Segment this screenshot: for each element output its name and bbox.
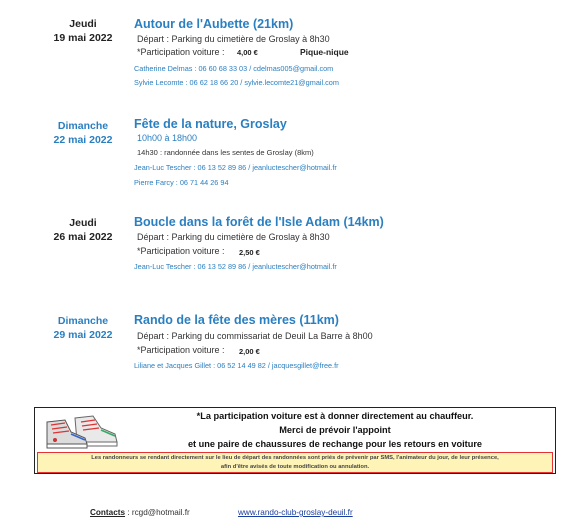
event-participation: *Participation voiture : (137, 246, 225, 256)
event-date: 26 mai 2022 (53, 231, 113, 243)
event-contact: Sylvie Lecomte : 06 62 18 66 20 / sylvie.lecomte21@gmail.com (134, 78, 339, 87)
event-date: 22 mai 2022 (53, 134, 113, 146)
warning-band (37, 452, 553, 473)
event-title: Autour de l'Aubette (21km) (134, 17, 294, 31)
notice-text (125, 409, 545, 451)
notice-line: Merci de prévoir l'appoint (279, 425, 391, 435)
warning-line: afin d'être avisés de toute modification ou annulation. (220, 464, 370, 470)
footer-website (238, 508, 353, 517)
event-contact: Pierre Farcy : 06 71 44 26 94 (134, 178, 229, 187)
event-participation: *Participation voiture : (137, 47, 225, 57)
event-time: 10h00 à 18h00 (137, 133, 198, 143)
event-price: 4,00 € (237, 48, 258, 57)
event-title: Rando de la fête des mères (11km) (134, 313, 339, 327)
event-date: 19 mai 2022 (53, 32, 113, 44)
event-depart: Départ : Parking du cimetière de Groslay à 8h30 (137, 34, 330, 44)
event-date: 29 mai 2022 (53, 329, 113, 341)
warning-line: Les randonneurs se rendant directement sur le lieu de départ des randonnées sont priés de prévenir par SMS, l'animateur du jour, de leur présence, (91, 455, 499, 461)
notice-line: et une paire de chaussures de rechange pour les retours en voiture (187, 439, 483, 449)
event-participation: *Participation voiture : (137, 345, 225, 355)
event-extra: Pique-nique (300, 47, 349, 57)
footer-label: Contacts (90, 508, 126, 517)
footer-email-link[interactable]: rcgd@hotmail.fr (131, 508, 190, 517)
event-contact: Liliane et Jacques Gillet : 06 52 14 49 82 / jacquesgillet@free.fr (134, 361, 339, 370)
notice-top (35, 408, 555, 452)
event-day: Dimanche (57, 120, 109, 132)
footer-contacts (90, 508, 190, 517)
event-day: Dimanche (57, 315, 109, 327)
event-contact: Jean-Luc Tescher : 06 13 52 89 86 / jeanluctescher@hotmail.fr (134, 262, 337, 271)
footer-website-link[interactable]: www.rando-club-groslay-deuil.fr (238, 508, 353, 517)
notice-box (34, 407, 556, 474)
event-day: Jeudi (69, 18, 97, 30)
footer-separator: : (125, 508, 132, 517)
event-depart: Départ : Parking du cimetière de Groslay à 8h30 (137, 232, 330, 242)
event-title: Boucle dans la forêt de l'Isle Adam (14km) (134, 215, 384, 229)
event-depart: Départ : Parking du commissariat de Deuil La Barre à 8h00 (137, 331, 373, 341)
event-day: Jeudi (69, 217, 97, 229)
event-price: 2,50 € (239, 248, 260, 257)
event-title: Fête de la nature, Groslay (134, 117, 287, 131)
event-detail: 14h30 : randonnée dans les sentes de Groslay (8km) (137, 148, 314, 157)
event-contact: Jean-Luc Tescher : 06 13 52 89 86 / jeanluctescher@hotmail.fr (134, 163, 337, 172)
sneakers-icon (41, 412, 121, 450)
event-price: 2,00 € (239, 347, 260, 356)
notice-line: *La participation voiture est à donner directement au chauffeur. (196, 411, 474, 421)
event-contact: Catherine Delmas : 06 60 68 33 03 / cdelmas005@gmail.com (134, 64, 334, 73)
